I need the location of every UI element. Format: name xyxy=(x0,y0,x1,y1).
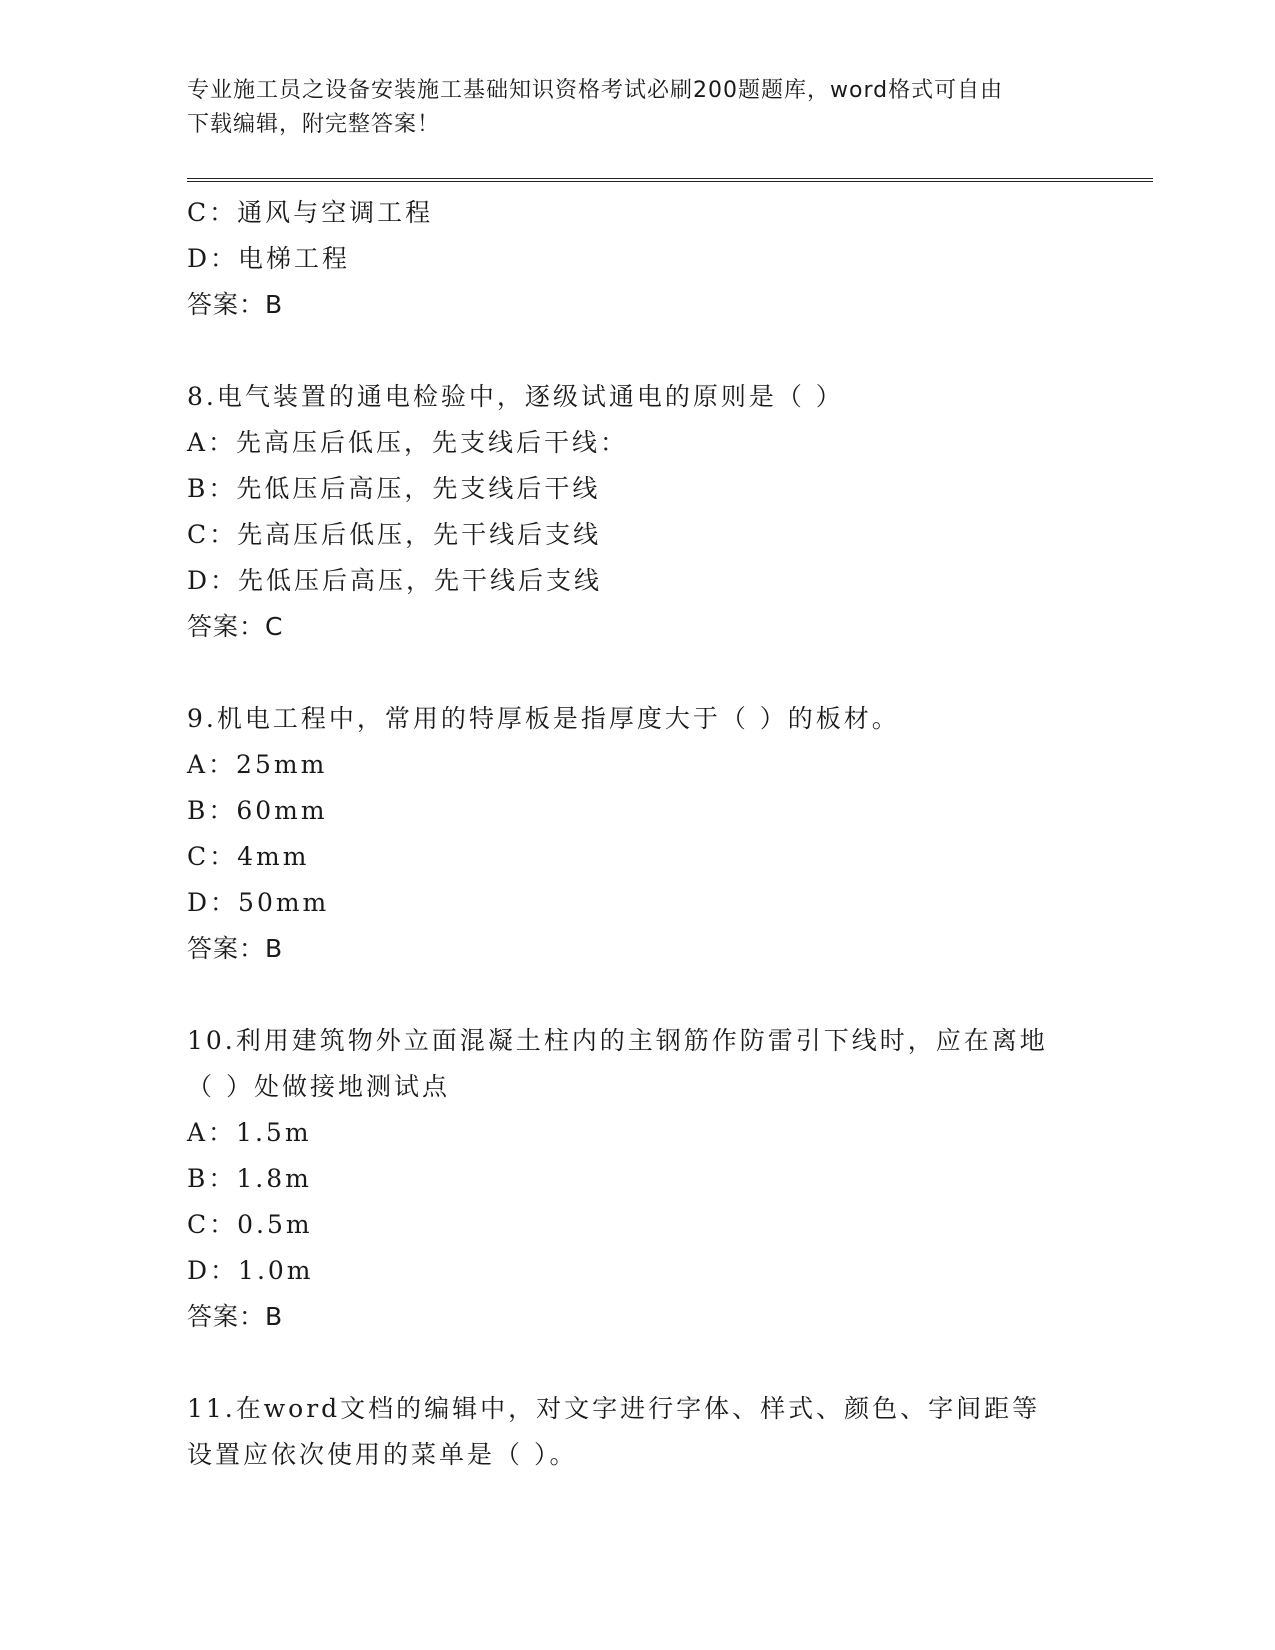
question-stem-line-1: 10.利用建筑物外立面混凝土柱内的主钢筋作防雷引下线时，应在离地 xyxy=(187,1026,1048,1055)
question-list xyxy=(187,190,1107,1478)
question-8 xyxy=(187,374,1107,650)
spacer xyxy=(187,1340,1107,1386)
question-stem: 8.电气装置的通电检验中，逐级试通电的原则是（ ） xyxy=(187,382,844,411)
header-divider xyxy=(187,178,1153,182)
header-line-2: 下载编辑，附完整答案！ xyxy=(187,112,441,137)
question-7-tail xyxy=(187,190,1107,328)
option-a: A：先高压后低压，先支线后干线： xyxy=(187,428,629,457)
option-d: D：1.0m xyxy=(187,1256,314,1285)
option-c: C：4mm xyxy=(187,842,310,871)
answer-line: 答案：B xyxy=(187,934,284,963)
option-d: D：先低压后高压，先干线后支线 xyxy=(187,566,603,595)
option-c: C：先高压后低压，先干线后支线 xyxy=(187,520,602,549)
question-11 xyxy=(187,1386,1107,1478)
spacer xyxy=(187,650,1107,696)
option-b: B：1.8m xyxy=(187,1164,312,1193)
header-line-1: 专业施工员之设备安装施工基础知识资格考试必刷200题题库，word格式可自由 xyxy=(187,78,1004,103)
option-a: A：1.5m xyxy=(187,1118,312,1147)
question-stem-line-2: （ ）处做接地测试点 xyxy=(187,1072,450,1101)
question-stem-line-2: 设置应依次使用的菜单是（ ）。 xyxy=(187,1440,578,1469)
answer-line: 答案：C xyxy=(187,612,284,641)
option-c: C：通风与空调工程 xyxy=(187,198,434,227)
question-9 xyxy=(187,696,1107,972)
spacer xyxy=(187,972,1107,1018)
question-10 xyxy=(187,1018,1107,1340)
option-d: D：电梯工程 xyxy=(187,244,351,273)
spacer xyxy=(187,328,1107,374)
question-stem-line-1: 11.在word文档的编辑中，对文字进行字体、样式、颜色、字间距等 xyxy=(187,1394,1041,1423)
option-c: C：0.5m xyxy=(187,1210,313,1239)
document-header xyxy=(187,74,1087,142)
answer-line: 答案：B xyxy=(187,1302,284,1331)
option-d: D：50mm xyxy=(187,888,330,917)
option-a: A：25mm xyxy=(187,750,328,779)
option-b: B：60mm xyxy=(187,796,328,825)
option-b: B：先低压后高压，先支线后干线 xyxy=(187,474,601,503)
answer-line: 答案：B xyxy=(187,290,284,319)
question-stem: 9.机电工程中，常用的特厚板是指厚度大于（ ）的板材。 xyxy=(187,704,900,733)
